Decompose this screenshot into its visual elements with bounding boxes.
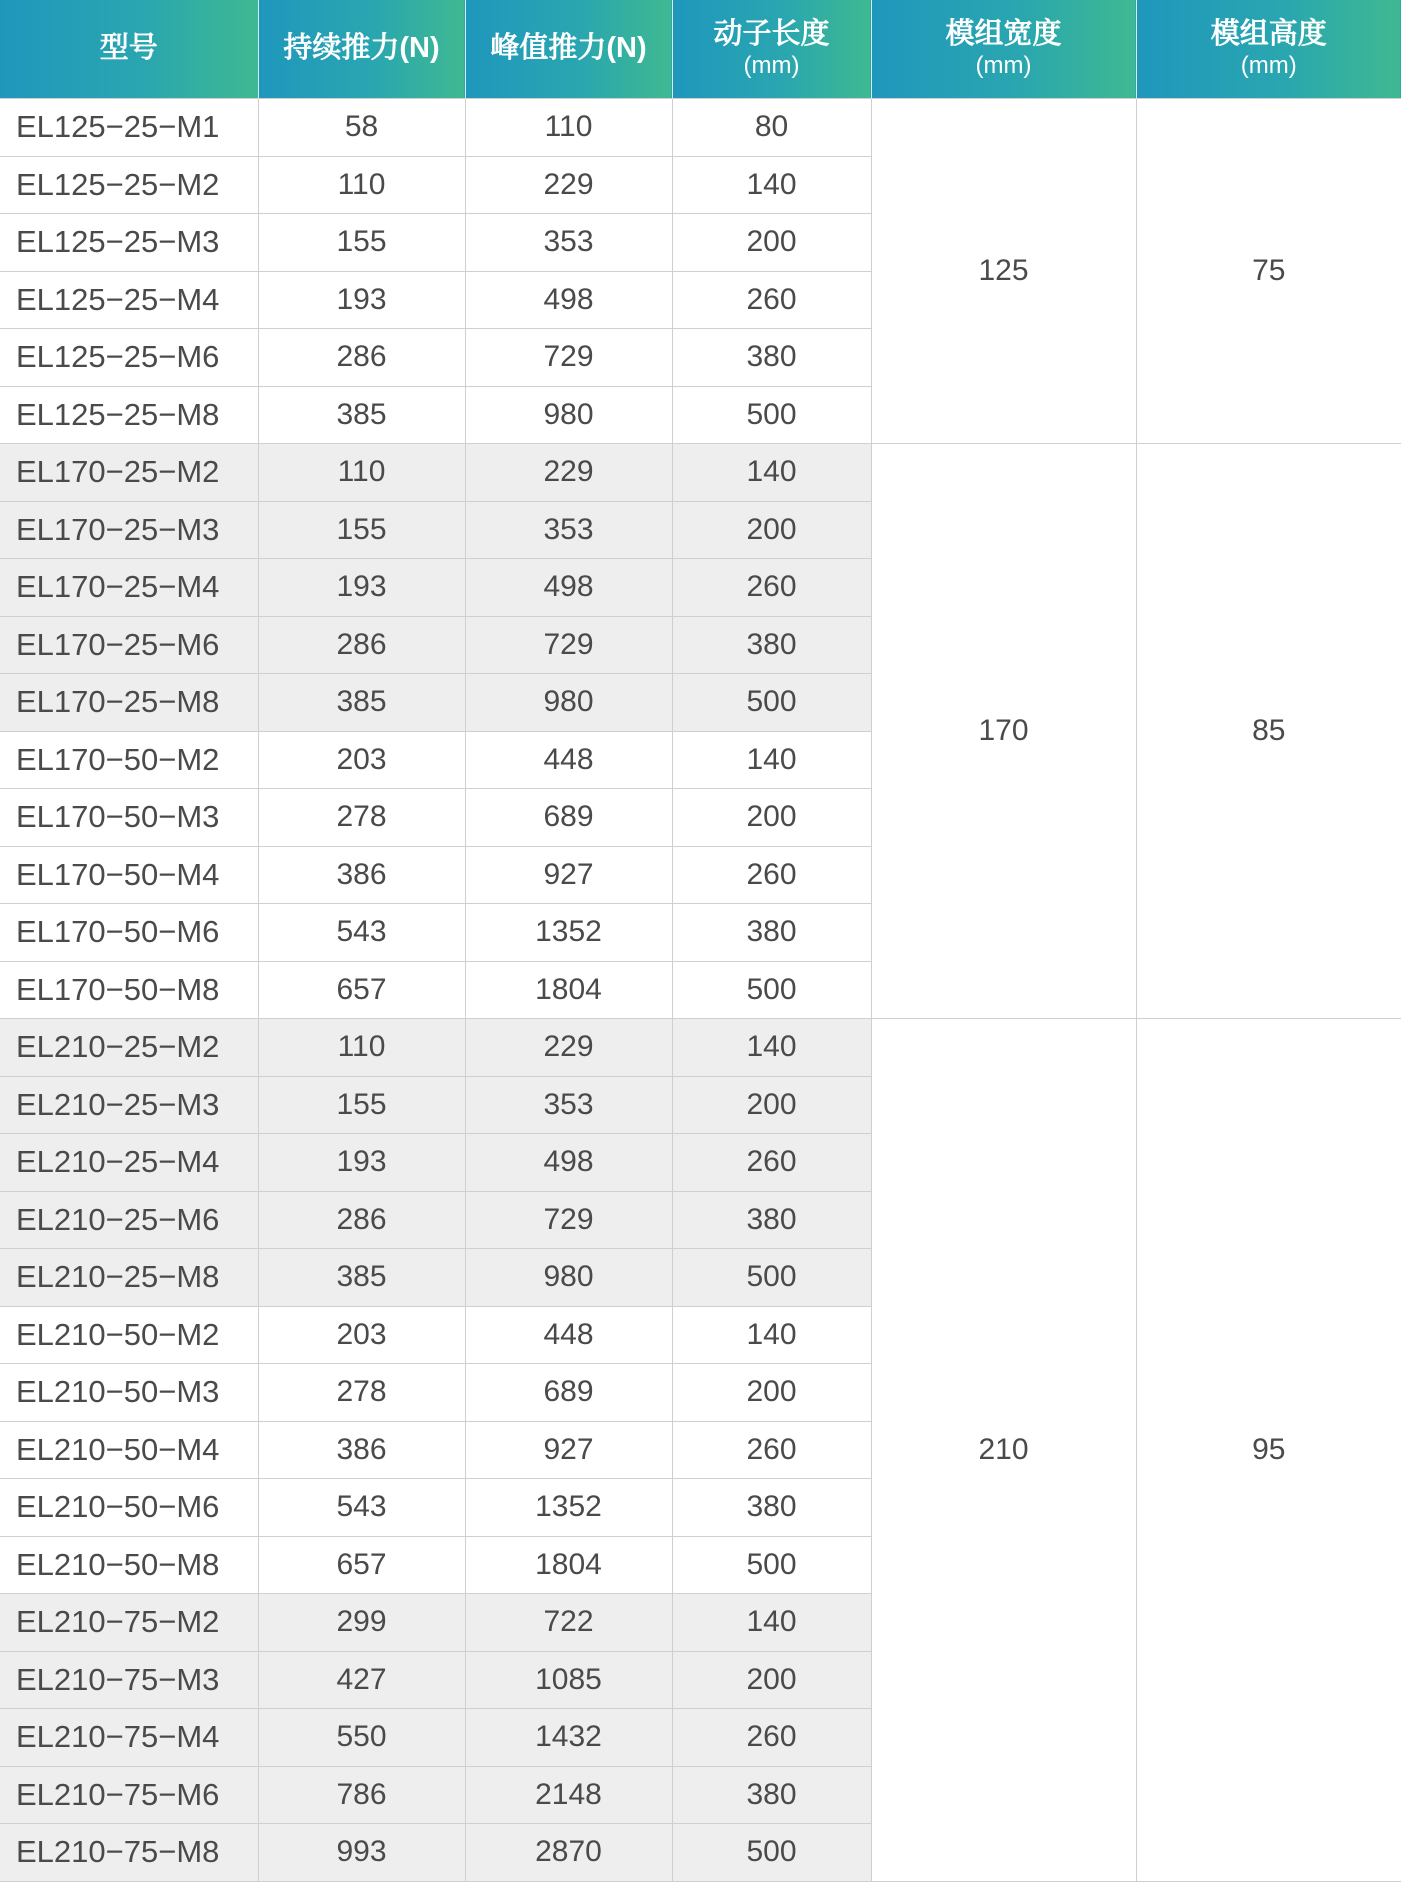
continuous-thrust-cell: 203	[258, 1306, 465, 1364]
continuous-thrust-cell: 110	[258, 1019, 465, 1077]
peak-thrust-cell: 729	[465, 616, 672, 674]
mover-length-cell: 140	[672, 1594, 871, 1652]
peak-thrust-cell: 1352	[465, 1479, 672, 1537]
header-continuous-thrust	[258, 0, 465, 99]
model-cell: EL125−25−M3	[0, 214, 258, 272]
mover-length-cell: 140	[672, 444, 871, 502]
model-cell: EL210−25−M3	[0, 1076, 258, 1134]
model-cell: EL170−25−M6	[0, 616, 258, 674]
mover-length-cell: 380	[672, 329, 871, 387]
peak-thrust-cell: 980	[465, 1249, 672, 1307]
peak-thrust-cell: 980	[465, 386, 672, 444]
model-cell: EL210−50−M2	[0, 1306, 258, 1364]
mover-length-cell: 500	[672, 1536, 871, 1594]
module-height-cell: 75	[1136, 99, 1401, 444]
continuous-thrust-cell: 193	[258, 559, 465, 617]
model-cell: EL210−75−M4	[0, 1709, 258, 1767]
model-cell: EL170−50−M2	[0, 731, 258, 789]
mover-length-cell: 80	[672, 99, 871, 157]
header-mover-length	[672, 0, 871, 99]
peak-thrust-cell: 1085	[465, 1651, 672, 1709]
mover-length-cell: 380	[672, 904, 871, 962]
continuous-thrust-cell: 543	[258, 904, 465, 962]
model-cell: EL170−25−M2	[0, 444, 258, 502]
model-cell: EL210−25−M6	[0, 1191, 258, 1249]
continuous-thrust-cell: 385	[258, 386, 465, 444]
model-cell: EL170−25−M8	[0, 674, 258, 732]
table-header	[0, 0, 1401, 99]
continuous-thrust-cell: 543	[258, 1479, 465, 1537]
continuous-thrust-cell: 286	[258, 616, 465, 674]
module-width-cell: 210	[871, 1019, 1136, 1882]
mover-length-cell: 500	[672, 1249, 871, 1307]
continuous-thrust-cell: 286	[258, 329, 465, 387]
peak-thrust-cell: 353	[465, 214, 672, 272]
table-row	[0, 99, 1401, 157]
model-cell: EL210−75−M6	[0, 1766, 258, 1824]
continuous-thrust-cell: 110	[258, 444, 465, 502]
mover-length-cell: 140	[672, 731, 871, 789]
mover-length-cell: 200	[672, 1651, 871, 1709]
mover-length-cell: 380	[672, 1191, 871, 1249]
header-module-width	[871, 0, 1136, 99]
peak-thrust-cell: 689	[465, 1364, 672, 1422]
continuous-thrust-cell: 155	[258, 1076, 465, 1134]
continuous-thrust-cell: 110	[258, 156, 465, 214]
model-cell: EL210−50−M3	[0, 1364, 258, 1422]
continuous-thrust-cell: 155	[258, 501, 465, 559]
peak-thrust-cell: 1432	[465, 1709, 672, 1767]
model-cell: EL210−75−M3	[0, 1651, 258, 1709]
mover-length-cell: 500	[672, 674, 871, 732]
continuous-thrust-cell: 786	[258, 1766, 465, 1824]
continuous-thrust-cell: 193	[258, 1134, 465, 1192]
peak-thrust-cell: 110	[465, 99, 672, 157]
model-cell: EL210−25−M8	[0, 1249, 258, 1307]
mover-length-cell: 500	[672, 386, 871, 444]
peak-thrust-cell: 448	[465, 1306, 672, 1364]
header-module-width-label: 模组宽度	[945, 17, 1062, 50]
peak-thrust-cell: 980	[465, 674, 672, 732]
continuous-thrust-cell: 385	[258, 674, 465, 732]
model-cell: EL170−50−M8	[0, 961, 258, 1019]
mover-length-cell: 500	[672, 1824, 871, 1882]
peak-thrust-cell: 1804	[465, 961, 672, 1019]
peak-thrust-cell: 498	[465, 271, 672, 329]
peak-thrust-cell: 229	[465, 1019, 672, 1077]
mover-length-cell: 260	[672, 846, 871, 904]
header-model-label: 型号	[99, 32, 158, 65]
peak-thrust-cell: 1804	[465, 1536, 672, 1594]
mover-length-cell: 260	[672, 559, 871, 617]
continuous-thrust-cell: 278	[258, 1364, 465, 1422]
peak-thrust-cell: 229	[465, 444, 672, 502]
mover-length-cell: 380	[672, 1766, 871, 1824]
peak-thrust-cell: 229	[465, 156, 672, 214]
mover-length-cell: 200	[672, 1076, 871, 1134]
table-body	[0, 99, 1401, 1882]
continuous-thrust-cell: 299	[258, 1594, 465, 1652]
mover-length-cell: 260	[672, 1134, 871, 1192]
model-cell: EL210−75−M2	[0, 1594, 258, 1652]
model-cell: EL170−50−M3	[0, 789, 258, 847]
mover-length-cell: 260	[672, 1421, 871, 1479]
mover-length-cell: 380	[672, 616, 871, 674]
peak-thrust-cell: 448	[465, 731, 672, 789]
model-cell: EL170−25−M4	[0, 559, 258, 617]
model-cell: EL210−75−M8	[0, 1824, 258, 1882]
header-model	[0, 0, 258, 99]
continuous-thrust-cell: 278	[258, 789, 465, 847]
header-module-height-label: 模组高度	[1210, 17, 1327, 50]
continuous-thrust-cell: 386	[258, 846, 465, 904]
peak-thrust-cell: 2148	[465, 1766, 672, 1824]
model-cell: EL125−25−M2	[0, 156, 258, 214]
model-cell: EL170−25−M3	[0, 501, 258, 559]
continuous-thrust-cell: 427	[258, 1651, 465, 1709]
header-row	[0, 0, 1401, 99]
peak-thrust-cell: 498	[465, 559, 672, 617]
continuous-thrust-cell: 993	[258, 1824, 465, 1882]
continuous-thrust-cell: 193	[258, 271, 465, 329]
peak-thrust-cell: 729	[465, 1191, 672, 1249]
mover-length-cell: 200	[672, 789, 871, 847]
mover-length-cell: 500	[672, 961, 871, 1019]
mover-length-cell: 200	[672, 214, 871, 272]
table-row	[0, 1019, 1401, 1077]
model-cell: EL125−25−M4	[0, 271, 258, 329]
mover-length-cell: 380	[672, 1479, 871, 1537]
model-cell: EL210−25−M4	[0, 1134, 258, 1192]
continuous-thrust-cell: 58	[258, 99, 465, 157]
peak-thrust-cell: 2870	[465, 1824, 672, 1882]
continuous-thrust-cell: 550	[258, 1709, 465, 1767]
mover-length-cell: 140	[672, 156, 871, 214]
continuous-thrust-cell: 385	[258, 1249, 465, 1307]
model-cell: EL125−25−M1	[0, 99, 258, 157]
mover-length-cell: 140	[672, 1306, 871, 1364]
header-peak-thrust-label: 峰值推力(N)	[490, 32, 647, 65]
peak-thrust-cell: 689	[465, 789, 672, 847]
continuous-thrust-cell: 657	[258, 1536, 465, 1594]
model-cell: EL210−50−M8	[0, 1536, 258, 1594]
peak-thrust-cell: 927	[465, 1421, 672, 1479]
model-cell: EL125−25−M8	[0, 386, 258, 444]
module-width-cell: 125	[871, 99, 1136, 444]
continuous-thrust-cell: 286	[258, 1191, 465, 1249]
header-mover-length-label: 动子长度	[713, 17, 830, 50]
mover-length-cell: 260	[672, 1709, 871, 1767]
mover-length-cell: 200	[672, 1364, 871, 1422]
continuous-thrust-cell: 155	[258, 214, 465, 272]
peak-thrust-cell: 927	[465, 846, 672, 904]
module-height-cell: 95	[1136, 1019, 1401, 1882]
module-width-cell: 170	[871, 444, 1136, 1019]
header-mover-length-unit: (mm)	[743, 51, 800, 79]
model-cell: EL170−50−M4	[0, 846, 258, 904]
mover-length-cell: 260	[672, 271, 871, 329]
header-module-height-unit: (mm)	[1240, 51, 1297, 79]
continuous-thrust-cell: 386	[258, 1421, 465, 1479]
model-cell: EL125−25−M6	[0, 329, 258, 387]
peak-thrust-cell: 498	[465, 1134, 672, 1192]
continuous-thrust-cell: 657	[258, 961, 465, 1019]
header-continuous-thrust-label: 持续推力(N)	[283, 32, 440, 65]
header-module-height	[1136, 0, 1401, 99]
module-height-cell: 85	[1136, 444, 1401, 1019]
peak-thrust-cell: 353	[465, 501, 672, 559]
model-cell: EL210−50−M4	[0, 1421, 258, 1479]
header-peak-thrust	[465, 0, 672, 99]
peak-thrust-cell: 722	[465, 1594, 672, 1652]
mover-length-cell: 200	[672, 501, 871, 559]
model-cell: EL210−50−M6	[0, 1479, 258, 1537]
header-module-width-unit: (mm)	[975, 51, 1032, 79]
continuous-thrust-cell: 203	[258, 731, 465, 789]
model-cell: EL170−50−M6	[0, 904, 258, 962]
table-row	[0, 444, 1401, 502]
model-cell: EL210−25−M2	[0, 1019, 258, 1077]
mover-length-cell: 140	[672, 1019, 871, 1077]
peak-thrust-cell: 729	[465, 329, 672, 387]
peak-thrust-cell: 1352	[465, 904, 672, 962]
peak-thrust-cell: 353	[465, 1076, 672, 1134]
